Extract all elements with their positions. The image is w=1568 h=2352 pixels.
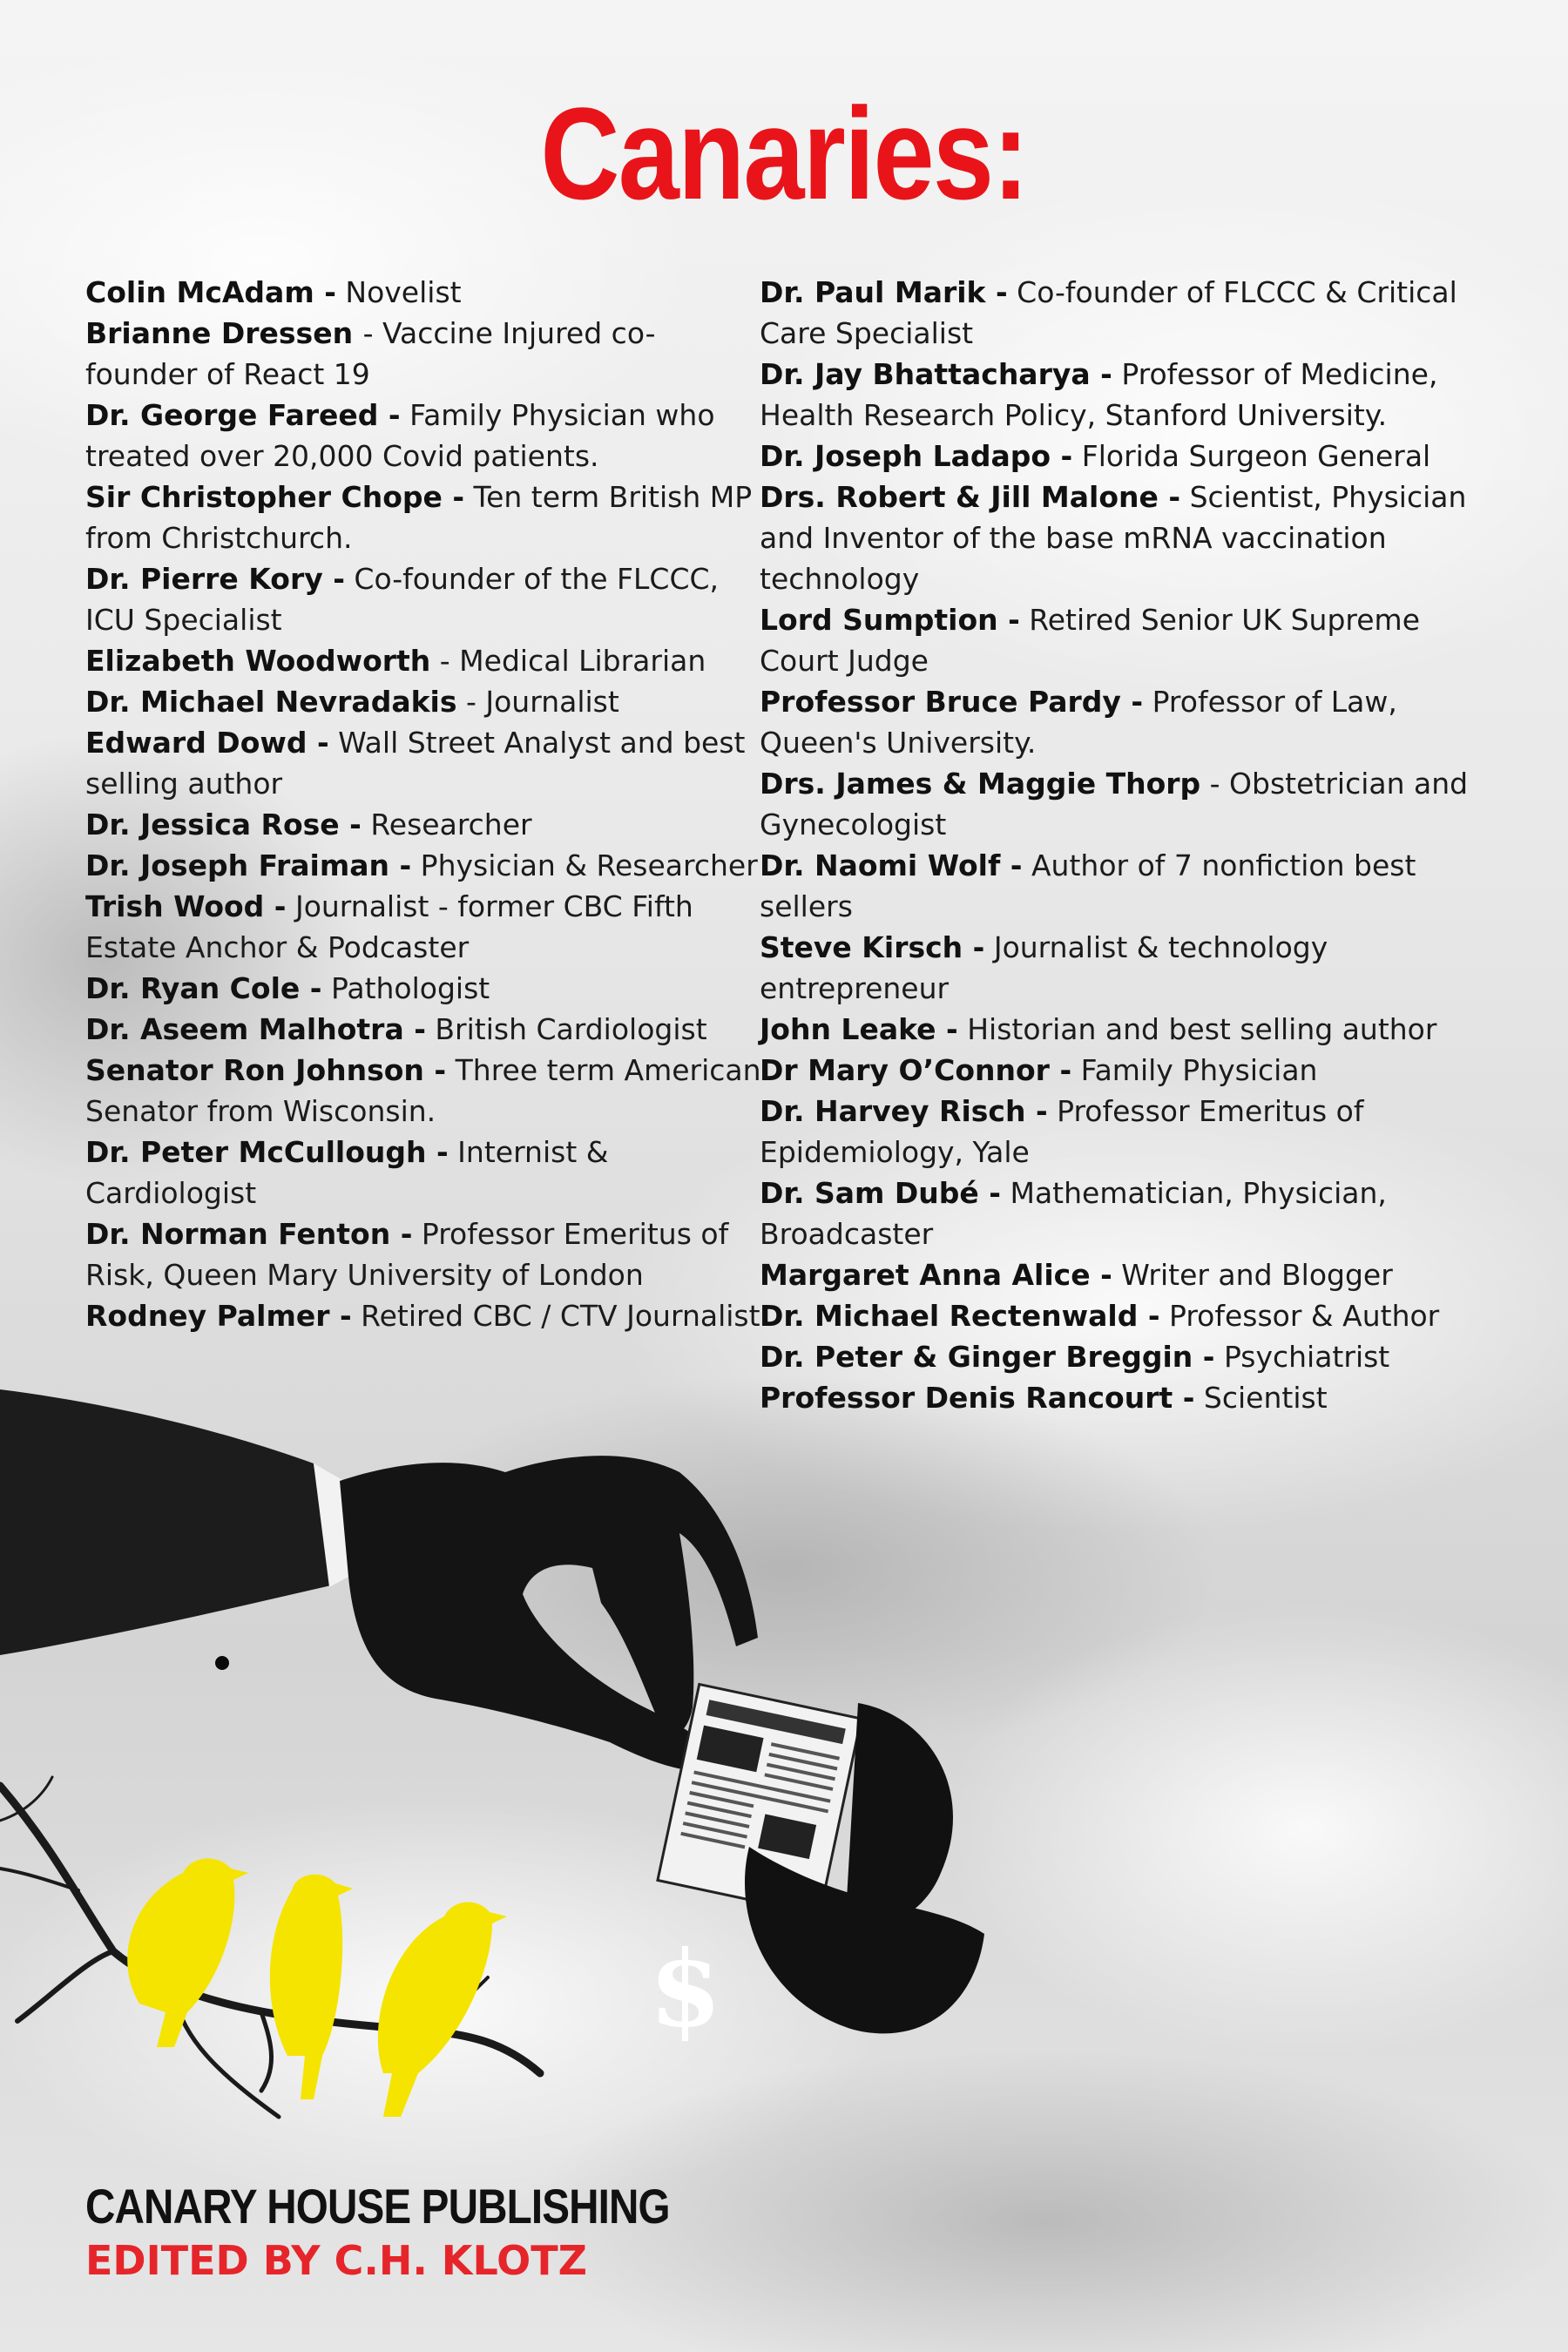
canary-icon bbox=[127, 1859, 507, 2117]
list-item: Dr. Michael Rectenwald - Professor & Author bbox=[760, 1299, 1440, 1333]
list-item: Dr. Ryan Cole - Pathologist bbox=[85, 971, 490, 1005]
list-item: Dr. Peter McCullough - Internist & Cardiologist bbox=[85, 1135, 609, 1210]
list-item: Professor Denis Rancourt - Scientist bbox=[760, 1381, 1328, 1415]
list-item: Trish Wood - Journalist - former CBC Fifth Estate Anchor & Podcaster bbox=[85, 889, 693, 964]
list-item: John Leake - Historian and best selling author bbox=[760, 1012, 1437, 1046]
list-item: Dr. Michael Nevradakis - Journalist bbox=[85, 685, 619, 719]
list-item: Dr. Joseph Ladapo - Florida Surgeon General bbox=[760, 439, 1431, 473]
list-item: Dr. Jessica Rose - Researcher bbox=[85, 808, 532, 841]
dollar-sign: $ bbox=[649, 1928, 722, 2051]
list-item: Professor Bruce Pardy - Professor of Law, Queen's University. bbox=[760, 685, 1397, 760]
list-item: Elizabeth Woodworth - Medical Librarian bbox=[85, 644, 706, 678]
hand-icon bbox=[0, 1389, 758, 1771]
list-item: Senator Ron Johnson - Three term American Senator from Wisconsin. bbox=[85, 1053, 761, 1128]
page-title: Canaries: bbox=[540, 80, 1028, 226]
list-item: Edward Dowd - Wall Street Analyst and best selling author bbox=[85, 726, 746, 801]
list-item: Margaret Anna Alice - Writer and Blogger bbox=[760, 1258, 1393, 1292]
list-item: Dr. Jay Bhattacharya - Professor of Medicine, Health Research Policy, Stanford University. bbox=[760, 357, 1438, 432]
list-item: Dr. Norman Fenton - Professor Emeritus of Risk, Queen Mary University of London bbox=[85, 1217, 729, 1292]
list-item: Steve Kirsch - Journalist & technology entrepreneur bbox=[760, 930, 1328, 1005]
list-item: Dr Mary O’Connor - Family Physician bbox=[760, 1053, 1318, 1087]
list-item: Dr. Aseem Malhotra - British Cardiologist bbox=[85, 1012, 707, 1046]
editor-credit: EDITED BY C.H. KLOTZ bbox=[85, 2237, 587, 2284]
list-item: Dr. Paul Marik - Co-founder of FLCCC & Critical Care Specialist bbox=[760, 275, 1457, 350]
publisher-name: CANARY HOUSE PUBLISHING bbox=[85, 2179, 670, 2234]
list-item: Dr. Harvey Risch - Professor Emeritus of Epidemiology, Yale bbox=[760, 1094, 1364, 1169]
list-item: Drs. Robert & Jill Malone - Scientist, Physician and Inventor of the base mRNA vaccination technology bbox=[760, 480, 1467, 596]
list-item: Sir Christopher Chope - Ten term British MP from Christchurch. bbox=[85, 480, 753, 555]
list-item: Dr. Peter & Ginger Breggin - Psychiatrist bbox=[760, 1340, 1390, 1374]
illustration bbox=[0, 1289, 1568, 2160]
canaries-list-left bbox=[85, 272, 765, 1336]
list-item: Dr. Pierre Kory - Co-founder of the FLCCC, ICU Specialist bbox=[85, 562, 720, 637]
list-item: Brianne Dressen - Vaccine Injured co-founder of React 19 bbox=[85, 316, 656, 391]
list-item: Rodney Palmer - Retired CBC / CTV Journalist bbox=[85, 1299, 760, 1333]
list-item: Dr. Sam Dubé - Mathematician, Physician, Broadcaster bbox=[760, 1176, 1387, 1251]
list-item: Lord Sumption - Retired Senior UK Supreme Court Judge bbox=[760, 603, 1420, 678]
list-item: Colin McAdam - Novelist bbox=[85, 275, 462, 309]
list-item: Dr. George Fareed - Family Physician who treated over 20,000 Covid patients. bbox=[85, 398, 715, 473]
list-item: Dr. Joseph Fraiman - Physician & Researcher bbox=[85, 848, 758, 882]
canaries-list-right bbox=[760, 272, 1491, 1418]
list-item: Drs. James & Maggie Thorp - Obstetrician and Gynecologist bbox=[760, 767, 1469, 841]
list-item: Dr. Naomi Wolf - Author of 7 nonfiction best sellers bbox=[760, 848, 1416, 923]
